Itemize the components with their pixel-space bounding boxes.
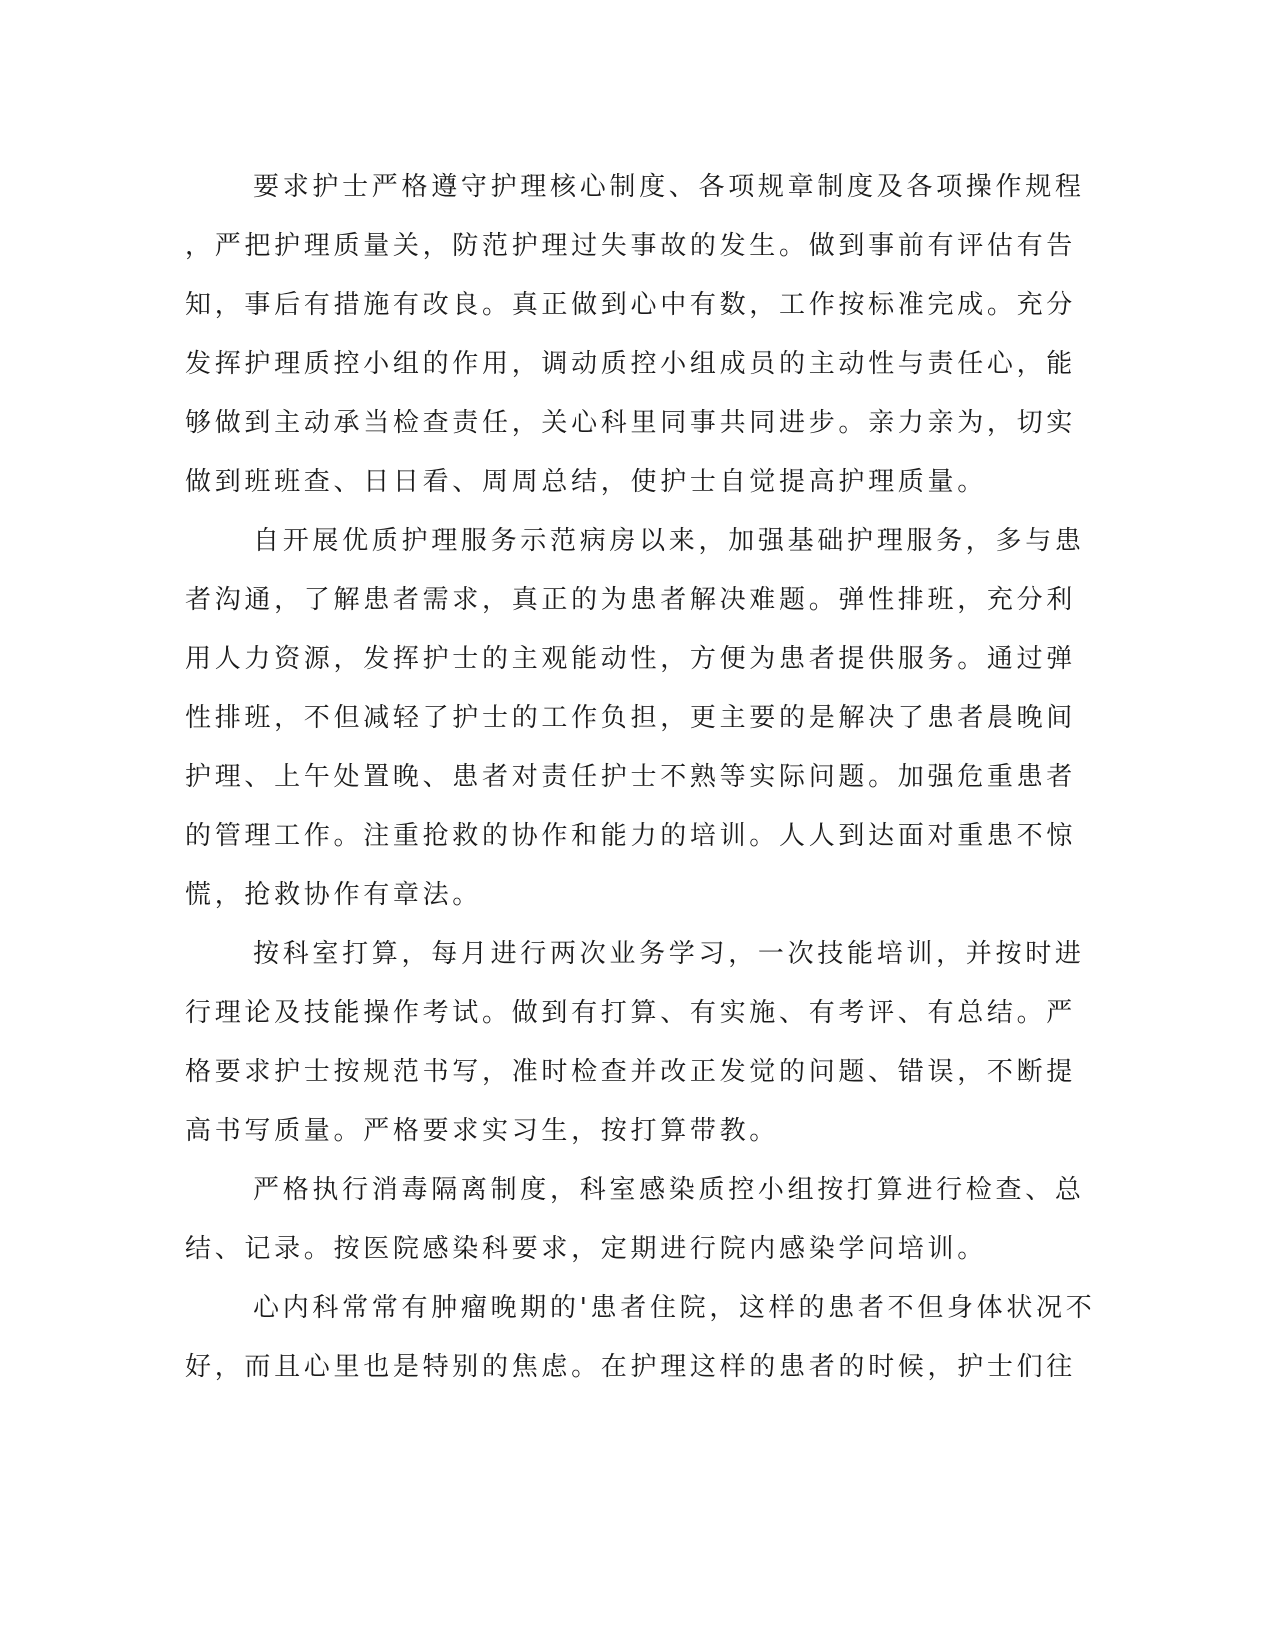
text-line: 的管理工作。注重抢救的协作和能力的培训。人人到达面对重患不惊 [185, 821, 1077, 851]
text-line: 要求护士严格遵守护理核心制度、各项规章制度及各项操作规程 [253, 172, 1085, 202]
text-line: 性排班，不但减轻了护士的工作负担，更主要的是解决了患者晨晚间 [185, 703, 1077, 733]
text-line: 慌，抢救协作有章法。 [185, 880, 483, 910]
text-line: 做到班班查、日日看、周周总结，使护士自觉提高护理质量。 [185, 467, 987, 497]
text-line: 知，事后有措施有改良。真正做到心中有数，工作按标准完成。充分 [185, 290, 1077, 320]
paragraph [185, 1161, 1085, 1279]
text-line: 者沟通，了解患者需求，真正的为患者解决难题。弹性排班，充分利 [185, 585, 1077, 615]
text-line: 护理、上午处置晚、患者对责任护士不熟等实际问题。加强危重患者 [185, 762, 1077, 792]
text-line: 够做到主动承当检查责任，关心科里同事共同进步。亲力亲为，切实 [185, 408, 1077, 438]
text-line: ，严把护理质量关，防范护理过失事故的发生。做到事前有评估有告 [185, 231, 1077, 261]
text-line: 结、记录。按医院感染科要求，定期进行院内感染学问培训。 [185, 1234, 987, 1264]
text-line: 按科室打算，每月进行两次业务学习，一次技能培训，并按时进 [253, 939, 1085, 969]
text-line: 好，而且心里也是特别的焦虑。在护理这样的患者的时候，护士们往 [185, 1352, 1077, 1382]
text-line: 高书写质量。严格要求实习生，按打算带教。 [185, 1116, 780, 1146]
text-line: 用人力资源，发挥护士的主观能动性，方便为患者提供服务。通过弹 [185, 644, 1077, 674]
text-line: 发挥护理质控小组的作用，调动质控小组成员的主动性与责任心，能 [185, 349, 1077, 379]
text-line: 格要求护士按规范书写，准时检查并改正发觉的问题、错误，不断提 [185, 1057, 1077, 1087]
document-body [185, 158, 1096, 1397]
paragraph [185, 1279, 1096, 1397]
text-line: 心内科常常有肿瘤晚期的'患者住院，这样的患者不但身体状况不 [253, 1293, 1096, 1323]
paragraph [185, 512, 1085, 925]
paragraph [185, 925, 1085, 1161]
text-line: 自开展优质护理服务示范病房以来，加强基础护理服务，多与患 [253, 526, 1085, 556]
text-line: 行理论及技能操作考试。做到有打算、有实施、有考评、有总结。严 [185, 998, 1077, 1028]
paragraph [185, 158, 1085, 512]
text-line: 严格执行消毒隔离制度，科室感染质控小组按打算进行检查、总 [253, 1175, 1085, 1205]
